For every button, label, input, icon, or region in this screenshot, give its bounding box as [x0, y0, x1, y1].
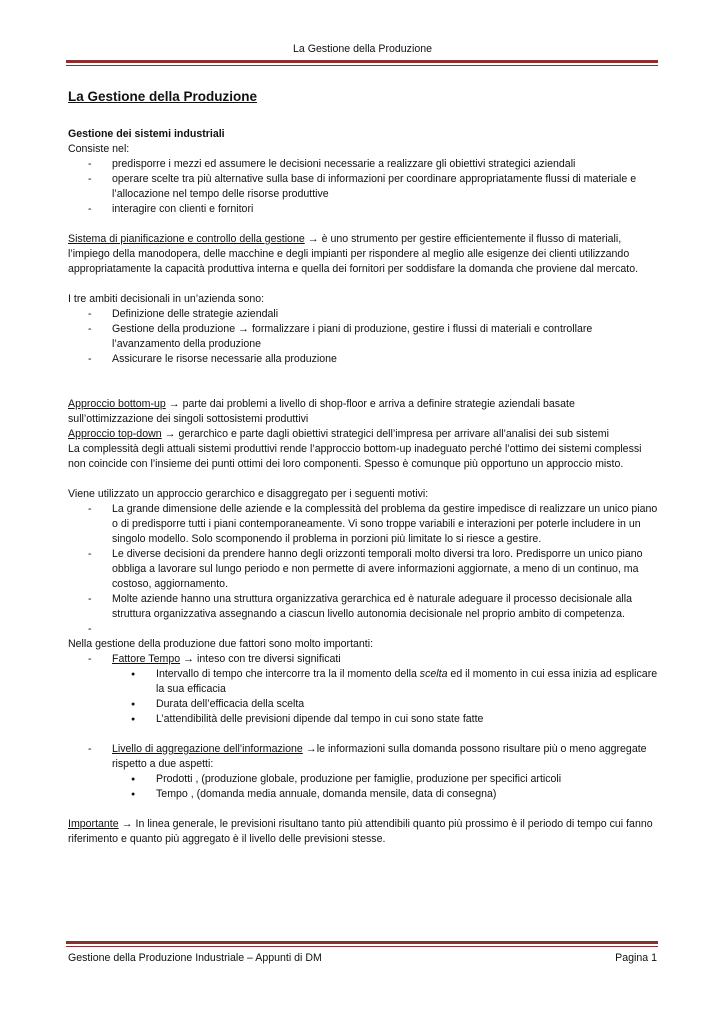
topdown-text: gerarchico e parte dagli obiettivi strategici dell’impresa per arrivare all’analisi dei sub sistemi	[175, 428, 609, 440]
list-item: - Molte aziende hanno una struttura organizzativa gerarchica ed è naturale adeguare il processo decisionale alla struttura organizzativa assegnando a ciascun livello autonomia decisionale nel proprio ambito di competenza.	[68, 592, 660, 622]
importante-text: In linea generale, le previsioni risultano tanto più attendibili quanto più prossimo è il periodo di tempo cui fanno riferimento e quanto più aggregato è il livello delle previsioni stesse.	[68, 818, 653, 845]
bullet-text: Intervallo di tempo che intercorre tra la il momento della	[156, 668, 420, 680]
header-rule-thin	[66, 65, 658, 66]
page-header: La Gestione della Produzione	[293, 43, 432, 55]
aggregazione-text: le informazioni sulla domanda possono risultare più o meno aggregate rispetto a due aspetti:	[112, 743, 647, 770]
topdown-paragraph	[68, 427, 660, 442]
arrow-icon: →	[121, 818, 133, 830]
arrow-icon: →	[164, 428, 176, 440]
section-intro: Consiste nel:	[68, 143, 130, 155]
list-item: - Le diverse decisioni da prendere hanno degli orizzonti temporali molto diversi tra loro. Predisporre un unico piano obbliga a lavorare sul lungo periodo e non permette di avere informazioni aggiornate, a meno di un continuo, ma costoso, aggiornamento.	[68, 547, 660, 592]
fattori-intro: Nella gestione della produzione due fattori sono molto importanti:	[68, 638, 374, 650]
spc-paragraph	[68, 232, 660, 277]
list-item-empty	[68, 622, 660, 637]
emphasis-text: scelta	[419, 668, 448, 680]
aggregazione-term: Livello di aggregazione dell’informazione	[112, 743, 303, 755]
section-heading: Gestione dei sistemi industriali	[68, 128, 225, 140]
list-item: - La grande dimensione delle aziende e la complessità del problema da gestire impedisce di realizzare un unico piano o di predisporre tutti i piani contemporaneamente. Vi sono troppe variabili e interazioni per poterle includere in un singolo modello. Solo scomponendo il problema in porzioni più limitate lo si riesce a gestire.	[68, 502, 660, 547]
tempo-term: Fattore Tempo	[112, 653, 181, 665]
list-item	[68, 742, 660, 802]
ambiti-intro: I tre ambiti decisionali in un’azienda sono:	[68, 293, 265, 305]
bullet-text: ed il momento in cui essa inizia ad esplicare la sua efficacia	[156, 668, 658, 695]
aggregazione-sublist	[112, 772, 660, 802]
motivi-list	[68, 502, 660, 637]
list-item	[68, 652, 660, 727]
arrow-icon: →	[307, 233, 319, 245]
complexity-paragraph: La complessità degli attuali sistemi produttivi rende l’approccio bottom-up inadeguato perché l’ottimo dei sistemi complessi non coincide con l’insieme dei punti ottimi dei loro componenti. Spesso è comunque più opportuno un approccio misto.	[68, 443, 642, 470]
list-item	[68, 322, 660, 352]
bullet-item: ● Tempo , (domanda media annuale, domanda mensile, data di consegna)	[112, 787, 660, 802]
bottomup-term: Approccio bottom-up	[68, 398, 166, 410]
ambiti-item2-lead: Gestione della produzione	[112, 323, 239, 335]
arrow-icon: →	[183, 653, 195, 665]
list-item: - interagire con clienti e fornitori	[68, 202, 660, 217]
page-footer	[68, 951, 657, 965]
objectives-list	[68, 157, 660, 217]
footer-left: Gestione della Produzione Industriale – Appunti di DM	[68, 952, 322, 964]
fattori-list	[68, 652, 660, 727]
list-item: - Definizione delle strategie aziendali	[68, 307, 660, 322]
bullet-item: ● Durata dell’efficacia della scelta	[112, 697, 660, 712]
ambiti-list	[68, 307, 660, 367]
document-title: La Gestione della Produzione	[68, 89, 258, 104]
footer-rule-thin	[66, 946, 658, 947]
importante-paragraph	[68, 817, 660, 847]
page-number: Pagina 1	[615, 952, 657, 964]
tempo-text: inteso con tre diversi significati	[194, 653, 341, 665]
bottomup-text: parte dai problemi a livello di shop-floor e arriva a definire strategie aziendali basate sull’ottimizzazione dei singoli sottosistemi produttivi	[68, 398, 575, 425]
list-item: - predisporre i mezzi ed assumere le decisioni necessarie a realizzare gli obiettivi strategici aziendali	[68, 157, 660, 172]
bullet-item: ● L’attendibilità delle previsioni dipende dal tempo in cui sono state fatte	[112, 712, 660, 727]
tempo-sublist	[112, 667, 660, 727]
list-item: - operare scelte tra più alternative sulla base di informazioni per coordinare appropriatamente flussi di materiale e l’allocazione nel tempo delle risorse produttive	[68, 172, 660, 202]
arrow-icon: →	[238, 323, 250, 335]
document-body	[68, 86, 660, 847]
ambiti-item2-rest: formalizzare i piani di produzione, gestire i flussi di materiali e controllare l’avanzamento della produzione	[112, 323, 593, 350]
bullet-item	[112, 667, 660, 697]
list-item: - Assicurare le risorse necessarie alla produzione	[68, 352, 660, 367]
bottomup-paragraph	[68, 397, 660, 427]
topdown-term: Approccio top-down	[68, 428, 162, 440]
arrow-icon: →	[168, 398, 180, 410]
motivi-intro: Viene utilizzato un approccio gerarchico e disaggregato per i seguenti motivi:	[68, 488, 429, 500]
spc-text: è uno strumento per gestire efficientemente il flusso di materiali, l’impiego della manodopera, delle macchine e degli impianti per rispondere al meglio alle esigenze dei clienti utilizzando appropriatamente la capacità produttiva interna e quella dei fornitori per soddisfare la domanda che proviene dal mercato.	[68, 233, 639, 275]
spc-term: Sistema di pianificazione e controllo della gestione	[68, 233, 305, 245]
importante-term: Importante	[68, 818, 119, 830]
header-rule	[66, 60, 658, 63]
aggregazione-list	[68, 742, 660, 802]
arrow-icon: →	[305, 743, 317, 755]
footer-rule	[66, 941, 658, 944]
bullet-item: ● Prodotti , (produzione globale, produzione per famiglie, produzione per specifici articoli	[112, 772, 660, 787]
